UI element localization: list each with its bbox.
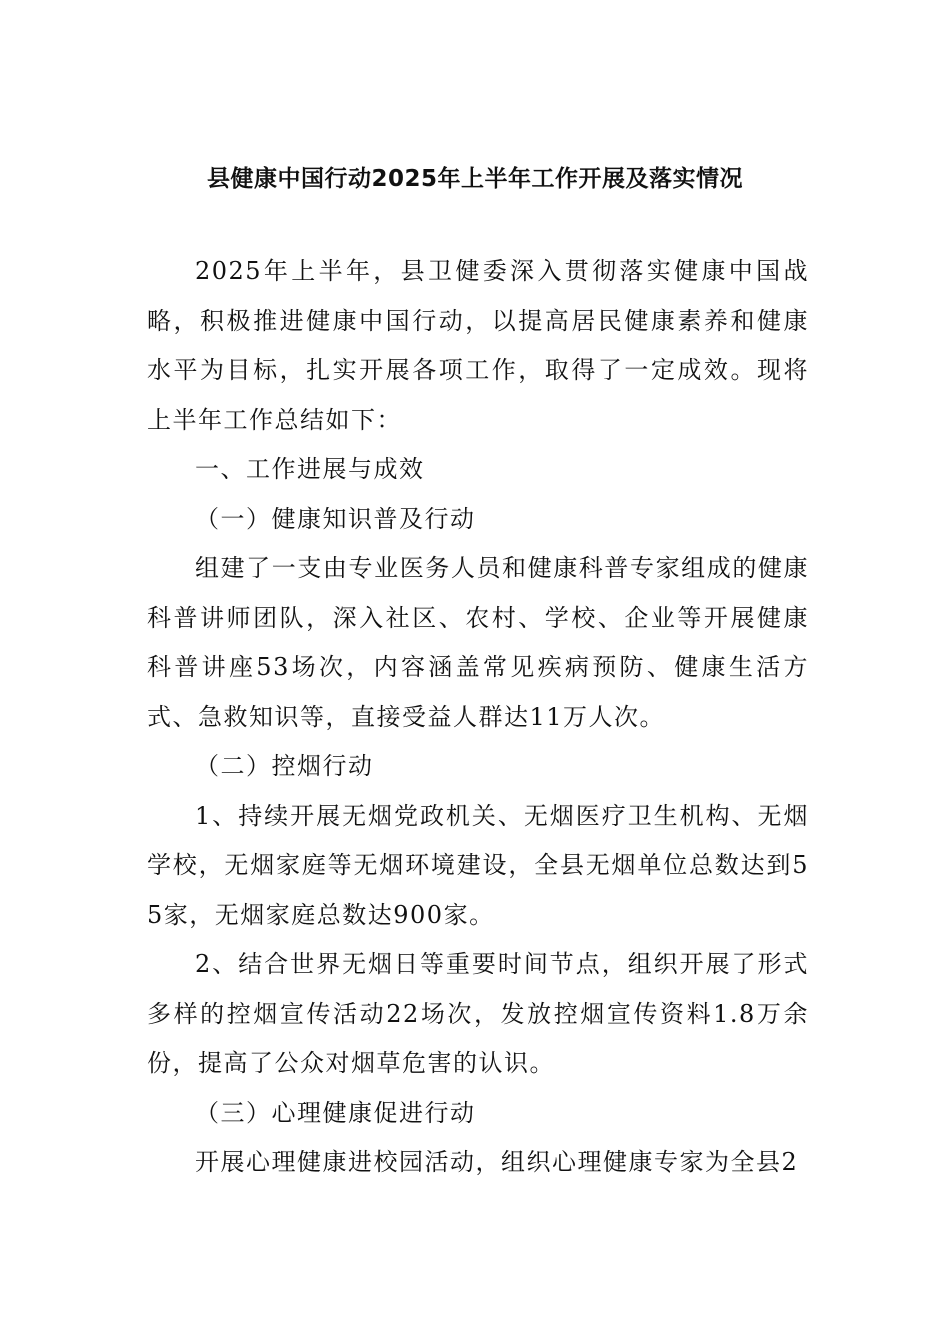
subsection-heading-mental-health: （三）心理健康促进行动 (195, 1098, 476, 1127)
paragraph-tobacco-campaign: 2、结合世界无烟日等重要时间节点，组织开展了形式多样的控烟宣传活动22场次，发放控烟宣传资料1.8万余份，提高了公众对烟草危害的认识。 (147, 950, 809, 1077)
document-body (147, 247, 809, 1188)
paragraph-health-knowledge: 组建了一支由专业医务人员和健康科普专家组成的健康科普讲师团队，深入社区、农村、学校、企业等开展健康科普讲座53场次，内容涵盖常见疾病预防、健康生活方式、急救知识等，直接受益人群达11万人次。 (147, 554, 809, 731)
section-heading-progress: 一、工作进展与成效 (195, 455, 425, 483)
paragraph-smoke-free-environment: 1、持续开展无烟党政机关、无烟医疗卫生机构、无烟学校，无烟家庭等无烟环境建设，全县无烟单位总数达到55家，无烟家庭总数达900家。 (147, 801, 809, 929)
paragraph-mental-health: 开展心理健康进校园活动，组织心理健康专家为全县2 (195, 1148, 799, 1176)
intro-paragraph: 2025年上半年，县卫健委深入贯彻落实健康中国战略，积极推进健康中国行动，以提高居民健康素养和健康水平为目标，扎实开展各项工作，取得了一定成效。现将上半年工作总结如下： (147, 257, 809, 434)
subsection-heading-health-knowledge: （一）健康知识普及行动 (195, 504, 476, 533)
subsection-heading-tobacco-control: （二）控烟行动 (195, 752, 374, 780)
document-title: 县健康中国行动2025年上半年工作开展及落实情况 (206, 166, 743, 192)
